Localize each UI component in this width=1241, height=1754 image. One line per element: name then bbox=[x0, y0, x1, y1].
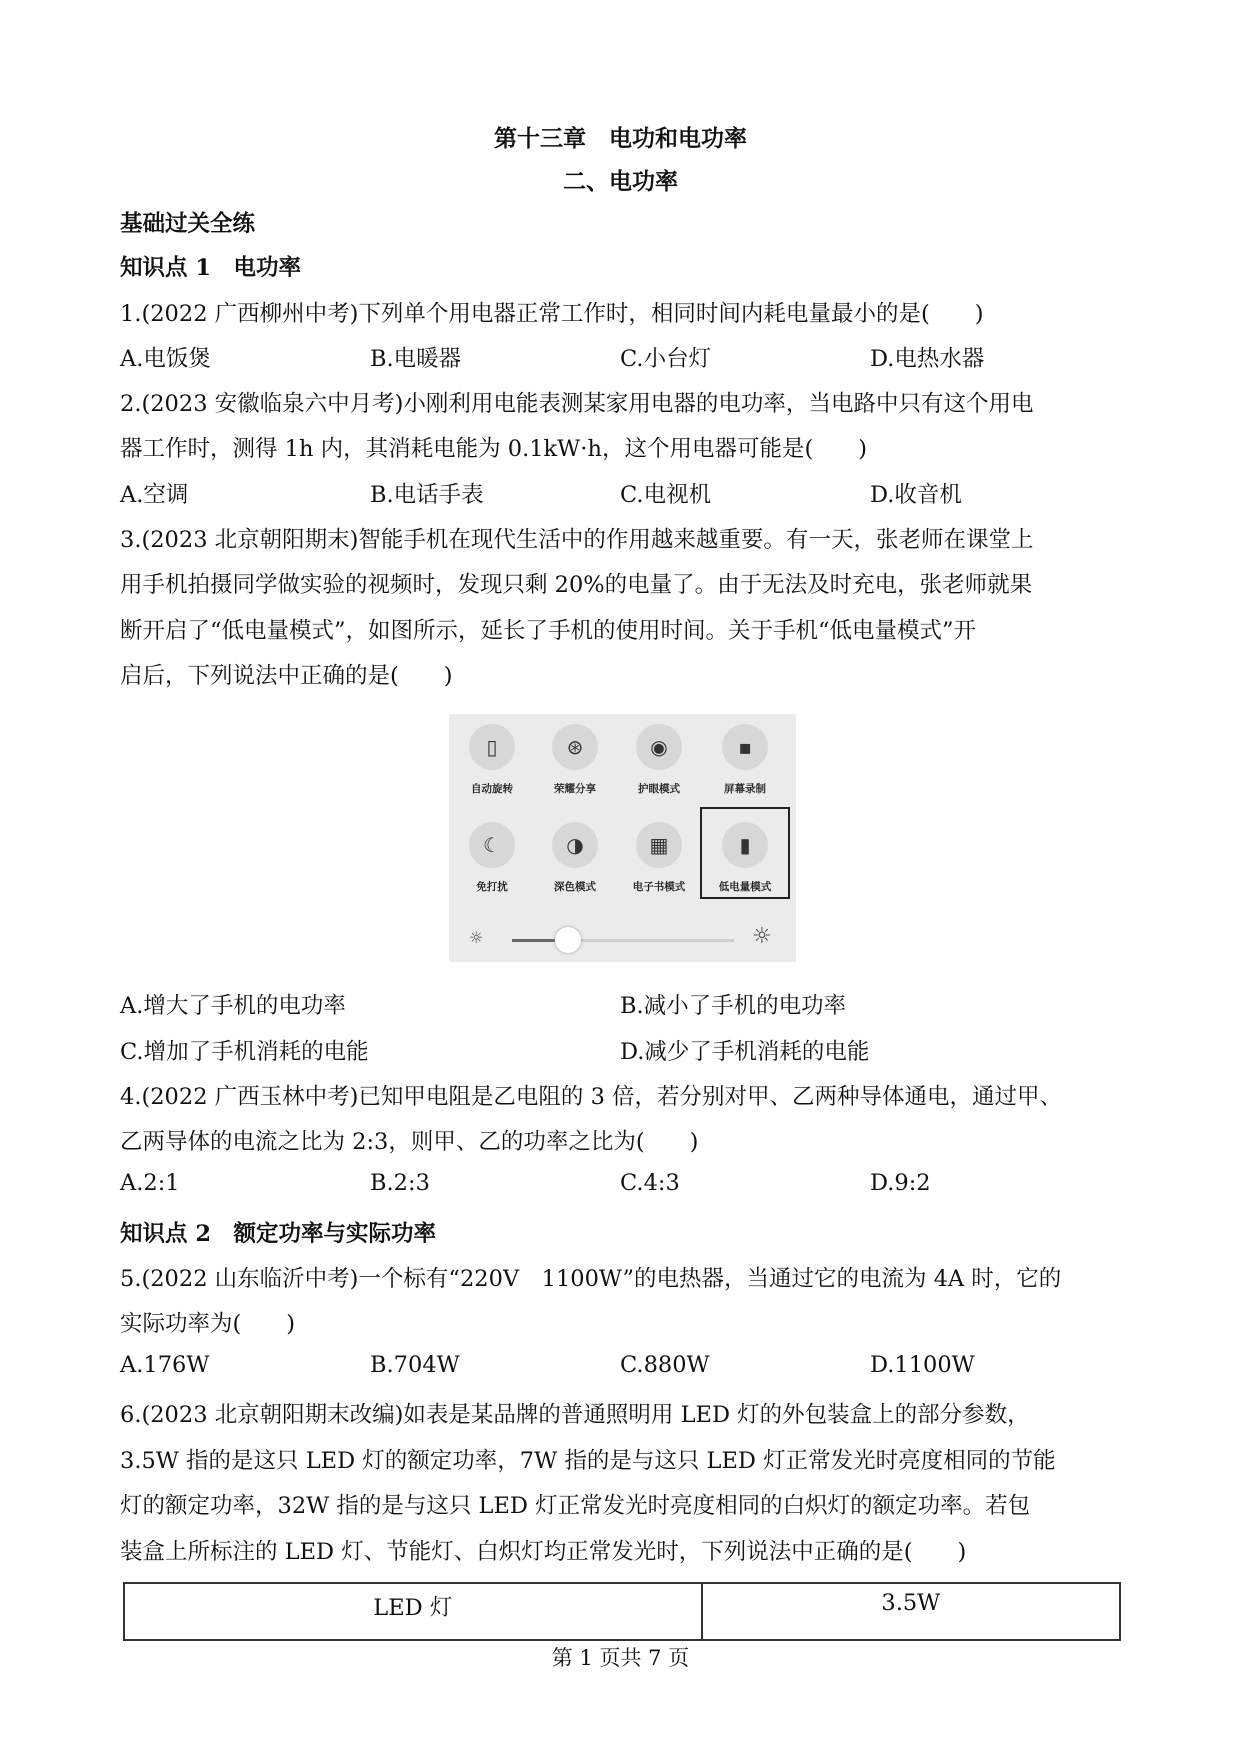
phone-control-panel-figure bbox=[449, 714, 796, 962]
battery-icon: ▮ bbox=[722, 822, 768, 868]
practice-heading: 基础过关全练 bbox=[120, 211, 256, 237]
tile-label: 屏幕录制 bbox=[724, 783, 766, 795]
moon-icon: ☾ bbox=[469, 822, 515, 868]
tile-label: 自动旋转 bbox=[471, 783, 513, 795]
q5-option-b: B.704W bbox=[370, 1352, 460, 1378]
brightness-slider-thumb bbox=[555, 927, 581, 953]
tile-do-not-disturb bbox=[452, 822, 532, 894]
q3-option-a: A.增大了手机的电功率 bbox=[120, 993, 346, 1019]
share-icon: ⊛ bbox=[552, 724, 598, 770]
table-row bbox=[124, 1583, 1120, 1640]
eye-icon: ◉ bbox=[636, 724, 682, 770]
tile-label: 护眼模式 bbox=[638, 783, 680, 795]
q4-option-b: B.2:3 bbox=[370, 1170, 430, 1196]
q3-stem-line-1: 3.(2023 北京朝阳期末)智能手机在现代生活中的作用越来越重要。有一天，张老师在课堂上 bbox=[120, 527, 1034, 553]
q1-option-d: D.电热水器 bbox=[870, 346, 985, 372]
q2-option-d: D.收音机 bbox=[870, 482, 962, 508]
q1-option-c: C.小台灯 bbox=[620, 346, 712, 372]
q4-stem-line-1: 4.(2022 广西玉林中考)已知甲电阻是乙电阻的 3 倍，若分别对甲、乙两种导体通电，通过甲、 bbox=[120, 1084, 1063, 1110]
tile-label: 低电量模式 bbox=[718, 881, 772, 893]
q5-option-d: D.1100W bbox=[870, 1352, 975, 1378]
q2-stem-line-1: 2.(2023 安徽临泉六中月考)小刚利用电能表测某家用电器的电功率，当电路中只有这个用电 bbox=[120, 391, 1034, 417]
tile-label: 免打扰 bbox=[476, 881, 508, 893]
q3-option-d: D.减少了手机消耗的电能 bbox=[620, 1039, 870, 1065]
table-cell-value: 3.5W bbox=[702, 1583, 1120, 1640]
tile-auto-rotate bbox=[452, 724, 532, 796]
q4-stem-line-2: 乙两导体的电流之比为 2:3，则甲、乙的功率之比为( ) bbox=[120, 1129, 699, 1155]
q3-option-c: C.增加了手机消耗的电能 bbox=[120, 1039, 369, 1065]
tile-label: 荣耀分享 bbox=[554, 783, 596, 795]
section-title: 二、电功率 bbox=[563, 168, 678, 195]
tile-dark-mode bbox=[535, 822, 615, 894]
q4-option-d: D.9:2 bbox=[870, 1170, 931, 1196]
q6-stem-line-1: 6.(2023 北京朝阳期末改编)如表是某品牌的普通照明用 LED 灯的外包装盒上的部分参数， bbox=[120, 1402, 1030, 1428]
tile-screen-record bbox=[705, 724, 785, 796]
table-cell-label: LED 灯 bbox=[124, 1583, 702, 1640]
tile-share bbox=[535, 724, 615, 796]
knowledge-point-1: 知识点 1 电功率 bbox=[120, 255, 301, 281]
dark-mode-icon: ◑ bbox=[552, 822, 598, 868]
tile-ebook-mode bbox=[619, 822, 699, 894]
q1-option-b: B.电暖器 bbox=[370, 346, 462, 372]
brightness-slider-track bbox=[512, 939, 734, 942]
q5-stem-line-1: 5.(2022 山东临沂中考)一个标有“220V 1100W”的电热器，当通过它的电流为 4A 时，它的 bbox=[120, 1266, 1062, 1292]
q6-stem-line-2: 3.5W 指的是这只 LED 灯的额定功率，7W 指的是与这只 LED 灯正常发光时亮度相同的节能 bbox=[120, 1448, 1056, 1474]
q3-stem-line-2: 用手机拍摄同学做实验的视频时，发现只剩 20%的电量了。由于无法及时充电，张老师就果 bbox=[120, 572, 1033, 598]
brightness-high-icon: ☼ bbox=[752, 924, 772, 949]
q3-stem-line-3: 断开启了“低电量模式”，如图所示，延长了手机的使用时间。关于手机“低电量模式”开 bbox=[120, 618, 977, 644]
q4-option-a: A.2:1 bbox=[120, 1170, 180, 1196]
tile-label: 深色模式 bbox=[554, 881, 596, 893]
q2-stem-line-2: 器工作时，测得 1h 内，其消耗电能为 0.1kW·h，这个用电器可能是( ) bbox=[120, 436, 868, 462]
book-icon: ▦ bbox=[636, 822, 682, 868]
q2-option-b: B.电话手表 bbox=[370, 482, 484, 508]
q1-option-a: A.电饭煲 bbox=[120, 346, 211, 372]
brightness-low-icon: ☼ bbox=[469, 928, 484, 947]
rotate-icon: ▯ bbox=[469, 724, 515, 770]
tile-eye-care bbox=[619, 724, 699, 796]
page-footer: 第 1 页共 7 页 bbox=[551, 1646, 690, 1670]
q2-option-a: A.空调 bbox=[120, 482, 189, 508]
record-icon: ▪ bbox=[722, 724, 768, 770]
knowledge-point-2: 知识点 2 额定功率与实际功率 bbox=[120, 1221, 436, 1247]
q6-stem-line-4: 装盒上所标注的 LED 灯、节能灯、白炽灯均正常发光时，下列说法中正确的是( ) bbox=[120, 1539, 967, 1565]
q6-stem-line-3: 灯的额定功率，32W 指的是与这只 LED 灯正常发光时亮度相同的白炽灯的额定功率。若包 bbox=[120, 1493, 1031, 1519]
q2-option-c: C.电视机 bbox=[620, 482, 712, 508]
chapter-title: 第十三章 电功和电功率 bbox=[494, 125, 747, 152]
q5-option-a: A.176W bbox=[120, 1352, 210, 1378]
q3-stem-line-4: 启后，下列说法中正确的是( ) bbox=[120, 663, 453, 689]
q1-stem: 1.(2022 广西柳州中考)下列单个用电器正常工作时，相同时间内耗电量最小的是( ) bbox=[120, 301, 984, 327]
q3-option-b: B.减小了手机的电功率 bbox=[620, 993, 847, 1019]
led-parameter-table bbox=[123, 1582, 1121, 1641]
q4-option-c: C.4:3 bbox=[620, 1170, 680, 1196]
q5-stem-line-2: 实际功率为( ) bbox=[120, 1311, 296, 1337]
low-power-highlight-box bbox=[700, 807, 790, 899]
tile-label: 电子书模式 bbox=[632, 881, 686, 893]
q5-option-c: C.880W bbox=[620, 1352, 710, 1378]
